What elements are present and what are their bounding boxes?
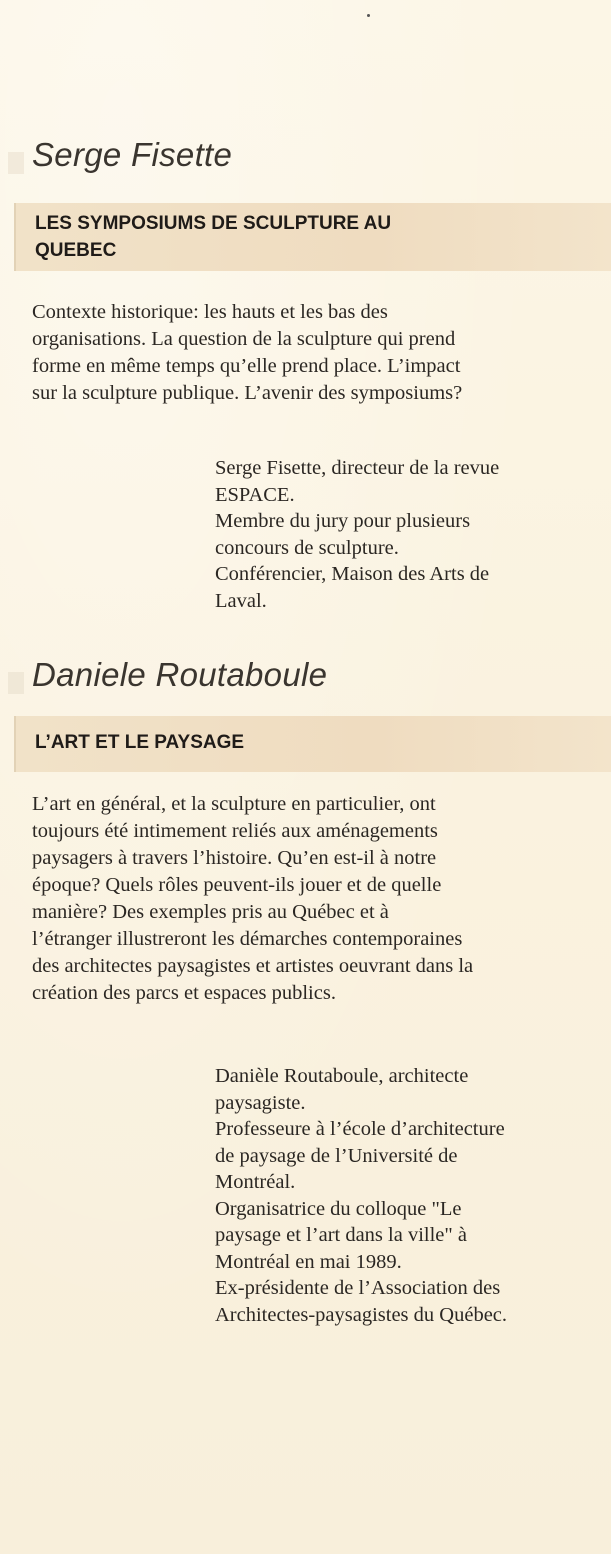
bio-line: Conférencier, Maison des Arts de xyxy=(215,563,490,585)
bio-line: concours de sculpture. xyxy=(215,536,399,559)
talk-title xyxy=(35,210,555,264)
talk-title-band xyxy=(14,716,611,772)
bio-line: paysage et l’art dans la ville" à xyxy=(215,1224,467,1246)
bio-line: Membre du jury pour plusieurs xyxy=(215,510,471,532)
talk-title xyxy=(35,729,555,756)
description-line: paysagers à travers l’histoire. Qu’en est-il à notre xyxy=(32,847,437,869)
speaker-bio xyxy=(215,1063,595,1328)
description-line: Contexte historique: les hauts et les bas des xyxy=(32,301,388,323)
bio-line: Montréal en mai 1989. xyxy=(215,1250,402,1273)
description-line: organisations. La question de la sculpture qui prend xyxy=(32,328,456,350)
description-line: époque? Quels rôles peuvent-ils jouer et de quelle xyxy=(32,874,442,896)
bio-line: Serge Fisette, directeur de la revue xyxy=(215,457,500,479)
bio-line: Professeure à l’école d’architecture xyxy=(215,1118,505,1140)
talk-title-line: L’ART ET LE PAYSAGE xyxy=(35,732,245,753)
talk-title-band xyxy=(14,203,611,271)
speck-mark xyxy=(367,14,370,17)
bio-line: Ex-présidente de l’Association des xyxy=(215,1277,501,1299)
bio-line: Organisatrice du colloque "Le xyxy=(215,1197,462,1220)
description-line: des architectes paysagistes et artistes oeuvrant dans la xyxy=(32,955,474,977)
description-line: toujours été intimement reliés aux aménagements xyxy=(32,820,438,842)
talk-description xyxy=(32,299,592,407)
speaker-bio xyxy=(215,455,595,614)
talk-title-line: LES SYMPOSIUMS DE SCULPTURE AU xyxy=(35,213,392,234)
bio-line: Montréal. xyxy=(215,1171,296,1193)
bio-line: Architectes-paysagistes du Québec. xyxy=(215,1303,508,1326)
speaker-name: Serge Fisette xyxy=(32,136,233,173)
description-line: sur la sculpture publique. L’avenir des symposiums? xyxy=(32,382,463,404)
talk-description xyxy=(32,791,592,1007)
description-line: manière? Des exemples pris au Québec et à xyxy=(32,901,389,923)
bio-line: paysagiste. xyxy=(215,1091,306,1114)
bio-line: Laval. xyxy=(215,589,267,612)
description-line: l’étranger illustreront les démarches contemporaines xyxy=(32,928,463,950)
description-line: L’art en général, et la sculpture en particulier, ont xyxy=(32,793,436,815)
bio-line: Danièle Routaboule, architecte xyxy=(215,1065,469,1087)
talk-title-line: QUEBEC xyxy=(35,240,117,261)
speaker-name: Daniele Routaboule xyxy=(32,656,328,693)
description-line: création des parcs et espaces publics. xyxy=(32,982,336,1004)
bio-line: ESPACE. xyxy=(215,483,295,506)
description-line: forme en même temps qu’elle prend place. L’impact xyxy=(32,355,461,377)
margin-mark xyxy=(8,152,24,174)
margin-mark xyxy=(8,672,24,694)
bio-line: de paysage de l’Université de xyxy=(215,1144,458,1167)
